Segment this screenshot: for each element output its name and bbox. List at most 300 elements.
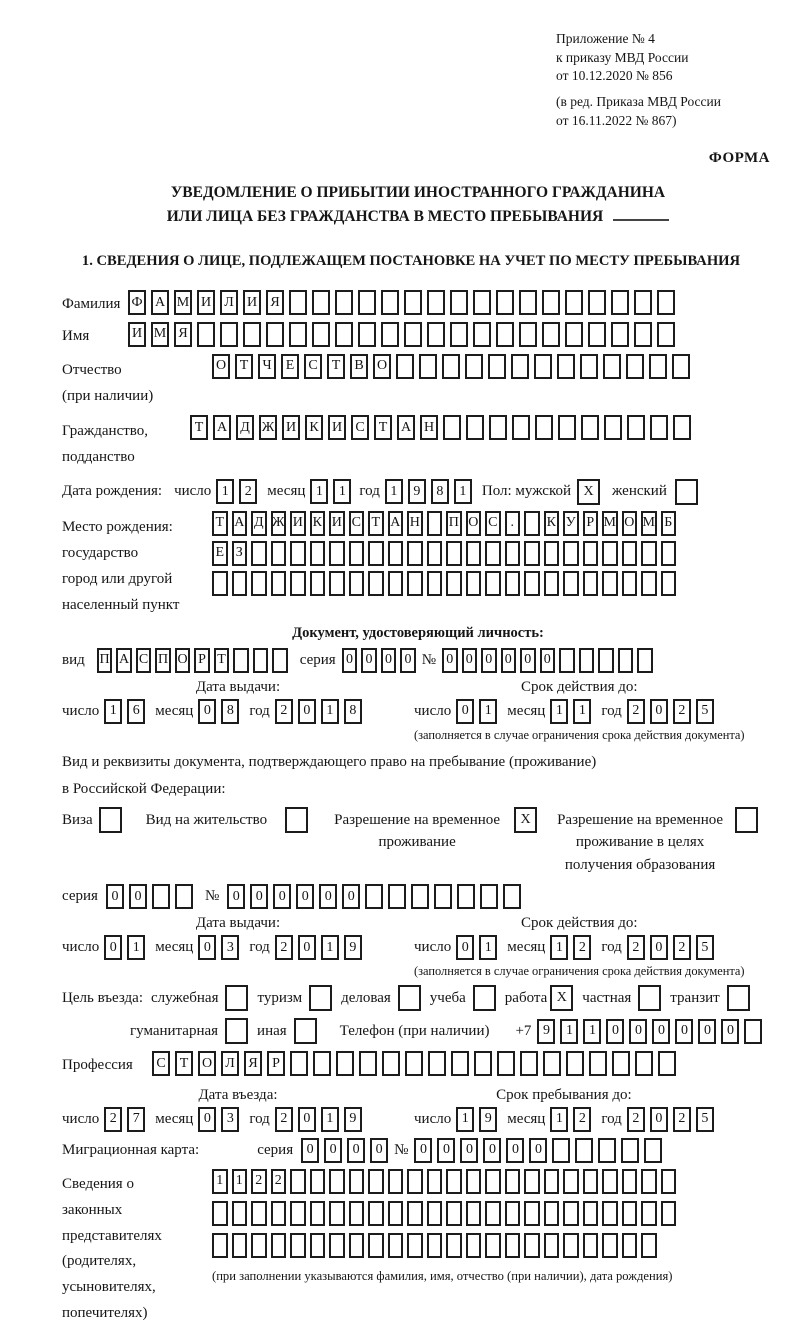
char-cell[interactable]	[650, 415, 668, 440]
char-cell[interactable]: Р	[194, 648, 210, 673]
char-cell[interactable]	[558, 415, 576, 440]
char-cell[interactable]: 1	[216, 479, 234, 504]
char-cell[interactable]: 2	[251, 1169, 267, 1194]
char-cell[interactable]: Т	[175, 1051, 193, 1076]
char-cell[interactable]: П	[446, 511, 462, 536]
char-cell[interactable]	[405, 1051, 423, 1076]
char-cell[interactable]: Я	[244, 1051, 262, 1076]
char-cell[interactable]: Т	[327, 354, 345, 379]
char-cell[interactable]	[349, 1169, 365, 1194]
char-cell[interactable]	[520, 1051, 538, 1076]
char-cell[interactable]	[442, 354, 460, 379]
char-cell[interactable]	[657, 322, 675, 347]
char-cell[interactable]: С	[349, 511, 365, 536]
char-cell[interactable]	[349, 1201, 365, 1226]
char-cell[interactable]	[368, 1201, 384, 1226]
char-cell[interactable]: 9	[344, 935, 362, 960]
char-cell[interactable]	[489, 415, 507, 440]
char-cell[interactable]	[457, 884, 475, 909]
char-cell[interactable]	[407, 1169, 423, 1194]
char-cell[interactable]	[673, 415, 691, 440]
char-cell[interactable]	[488, 354, 506, 379]
char-cell[interactable]: 2	[573, 1107, 591, 1132]
char-cell[interactable]	[542, 322, 560, 347]
char-cell[interactable]	[598, 1138, 616, 1163]
char-cell[interactable]: 0	[342, 648, 358, 673]
char-cell[interactable]: Б	[661, 511, 677, 536]
sex-female-checkbox[interactable]	[675, 479, 698, 505]
char-cell[interactable]	[329, 571, 345, 596]
char-cell[interactable]	[232, 1201, 248, 1226]
char-cell[interactable]: 0	[540, 648, 556, 673]
char-cell[interactable]	[579, 648, 595, 673]
char-cell[interactable]	[641, 1169, 657, 1194]
char-cell[interactable]	[563, 541, 579, 566]
char-cell[interactable]	[310, 1169, 326, 1194]
char-cell[interactable]: 0	[652, 1019, 670, 1044]
char-cell[interactable]	[473, 322, 491, 347]
char-cell[interactable]	[271, 1233, 287, 1258]
char-cell[interactable]	[465, 354, 483, 379]
char-cell[interactable]: 1	[583, 1019, 601, 1044]
char-cell[interactable]: 1	[385, 479, 403, 504]
char-cell[interactable]	[602, 541, 618, 566]
char-cell[interactable]	[368, 571, 384, 596]
char-cell[interactable]: 0	[198, 935, 216, 960]
char-cell[interactable]: 0	[462, 648, 478, 673]
char-cell[interactable]	[505, 1169, 521, 1194]
char-cell[interactable]: Е	[212, 541, 228, 566]
char-cell[interactable]: 0	[198, 1107, 216, 1132]
char-cell[interactable]	[251, 541, 267, 566]
char-cell[interactable]	[563, 571, 579, 596]
char-cell[interactable]: Л	[221, 1051, 239, 1076]
char-cell[interactable]: А	[116, 648, 132, 673]
char-cell[interactable]	[243, 322, 261, 347]
char-cell[interactable]	[212, 571, 228, 596]
char-cell[interactable]	[271, 571, 287, 596]
char-cell[interactable]	[544, 1169, 560, 1194]
char-cell[interactable]: 1	[550, 935, 568, 960]
char-cell[interactable]: 9	[537, 1019, 555, 1044]
char-cell[interactable]	[388, 884, 406, 909]
char-cell[interactable]: 0	[298, 935, 316, 960]
char-cell[interactable]	[485, 541, 501, 566]
char-cell[interactable]	[534, 354, 552, 379]
char-cell[interactable]: 0	[437, 1138, 455, 1163]
char-cell[interactable]	[635, 1051, 653, 1076]
char-cell[interactable]: 1	[479, 699, 497, 724]
char-cell[interactable]	[544, 541, 560, 566]
char-cell[interactable]	[349, 541, 365, 566]
char-cell[interactable]	[358, 290, 376, 315]
purpose-other-checkbox[interactable]	[294, 1018, 317, 1044]
char-cell[interactable]	[519, 290, 537, 315]
char-cell[interactable]	[434, 884, 452, 909]
sex-male-checkbox[interactable]: X	[577, 479, 600, 505]
char-cell[interactable]	[544, 1233, 560, 1258]
char-cell[interactable]: А	[151, 290, 169, 315]
char-cell[interactable]: 2	[627, 699, 645, 724]
char-cell[interactable]	[485, 1169, 501, 1194]
char-cell[interactable]: 2	[573, 935, 591, 960]
char-cell[interactable]	[622, 1201, 638, 1226]
char-cell[interactable]	[466, 541, 482, 566]
char-cell[interactable]	[428, 1051, 446, 1076]
purpose-commercial-checkbox[interactable]	[398, 985, 421, 1011]
char-cell[interactable]	[611, 322, 629, 347]
char-cell[interactable]: 0	[650, 1107, 668, 1132]
char-cell[interactable]	[446, 1201, 462, 1226]
char-cell[interactable]: 0	[698, 1019, 716, 1044]
char-cell[interactable]	[381, 322, 399, 347]
char-cell[interactable]: М	[151, 322, 169, 347]
char-cell[interactable]: И	[243, 290, 261, 315]
char-cell[interactable]: С	[136, 648, 152, 673]
char-cell[interactable]: 1	[550, 699, 568, 724]
char-cell[interactable]: И	[328, 415, 346, 440]
char-cell[interactable]: 5	[696, 1107, 714, 1132]
char-cell[interactable]	[175, 884, 193, 909]
char-cell[interactable]	[466, 1169, 482, 1194]
char-cell[interactable]: 2	[239, 479, 257, 504]
char-cell[interactable]: 5	[696, 935, 714, 960]
char-cell[interactable]: 2	[627, 1107, 645, 1132]
char-cell[interactable]	[563, 1233, 579, 1258]
char-cell[interactable]	[251, 1201, 267, 1226]
char-cell[interactable]	[644, 1138, 662, 1163]
char-cell[interactable]	[349, 571, 365, 596]
char-cell[interactable]	[289, 322, 307, 347]
char-cell[interactable]: 0	[650, 935, 668, 960]
char-cell[interactable]: И	[282, 415, 300, 440]
char-cell[interactable]	[197, 322, 215, 347]
char-cell[interactable]	[232, 571, 248, 596]
char-cell[interactable]: 0	[227, 884, 245, 909]
char-cell[interactable]: 1	[321, 699, 339, 724]
char-cell[interactable]: К	[305, 415, 323, 440]
char-cell[interactable]	[535, 415, 553, 440]
char-cell[interactable]: 0	[675, 1019, 693, 1044]
char-cell[interactable]	[427, 1201, 443, 1226]
char-cell[interactable]	[583, 541, 599, 566]
char-cell[interactable]	[381, 290, 399, 315]
char-cell[interactable]: С	[152, 1051, 170, 1076]
char-cell[interactable]	[446, 1233, 462, 1258]
char-cell[interactable]: 2	[275, 1107, 293, 1132]
char-cell[interactable]	[404, 290, 422, 315]
char-cell[interactable]: 9	[344, 1107, 362, 1132]
char-cell[interactable]: .	[505, 511, 521, 536]
char-cell[interactable]: И	[128, 322, 146, 347]
char-cell[interactable]	[427, 511, 443, 536]
temp-permit-checkbox[interactable]: X	[514, 807, 537, 833]
char-cell[interactable]: 1	[333, 479, 351, 504]
char-cell[interactable]	[336, 1051, 354, 1076]
char-cell[interactable]	[634, 290, 652, 315]
char-cell[interactable]	[335, 322, 353, 347]
char-cell[interactable]: 8	[344, 699, 362, 724]
char-cell[interactable]	[329, 1201, 345, 1226]
char-cell[interactable]	[524, 1233, 540, 1258]
char-cell[interactable]: 0	[273, 884, 291, 909]
char-cell[interactable]	[602, 1169, 618, 1194]
edu-permit-checkbox[interactable]	[735, 807, 758, 833]
char-cell[interactable]: С	[485, 511, 501, 536]
char-cell[interactable]	[419, 354, 437, 379]
char-cell[interactable]: 8	[431, 479, 449, 504]
char-cell[interactable]: 1	[573, 699, 591, 724]
char-cell[interactable]	[368, 1233, 384, 1258]
char-cell[interactable]	[622, 1233, 638, 1258]
char-cell[interactable]: 0	[629, 1019, 647, 1044]
char-cell[interactable]: 5	[696, 699, 714, 724]
char-cell[interactable]	[446, 1169, 462, 1194]
char-cell[interactable]: 0	[106, 884, 124, 909]
char-cell[interactable]	[657, 290, 675, 315]
char-cell[interactable]	[310, 1201, 326, 1226]
char-cell[interactable]	[388, 571, 404, 596]
char-cell[interactable]	[446, 571, 462, 596]
char-cell[interactable]	[290, 541, 306, 566]
char-cell[interactable]: Т	[214, 648, 230, 673]
char-cell[interactable]	[466, 1201, 482, 1226]
char-cell[interactable]: Ж	[271, 511, 287, 536]
char-cell[interactable]: Ф	[128, 290, 146, 315]
char-cell[interactable]	[512, 415, 530, 440]
char-cell[interactable]: 0	[481, 648, 497, 673]
char-cell[interactable]	[272, 648, 288, 673]
char-cell[interactable]: Д	[251, 511, 267, 536]
char-cell[interactable]: З	[232, 541, 248, 566]
char-cell[interactable]: 2	[673, 699, 691, 724]
char-cell[interactable]	[480, 884, 498, 909]
char-cell[interactable]	[519, 322, 537, 347]
char-cell[interactable]: 0	[721, 1019, 739, 1044]
char-cell[interactable]: И	[197, 290, 215, 315]
char-cell[interactable]	[443, 415, 461, 440]
char-cell[interactable]	[266, 322, 284, 347]
char-cell[interactable]	[466, 1233, 482, 1258]
char-cell[interactable]	[485, 1233, 501, 1258]
char-cell[interactable]: 2	[271, 1169, 287, 1194]
char-cell[interactable]	[637, 648, 653, 673]
char-cell[interactable]	[335, 290, 353, 315]
char-cell[interactable]	[565, 322, 583, 347]
char-cell[interactable]	[450, 322, 468, 347]
char-cell[interactable]	[388, 1201, 404, 1226]
char-cell[interactable]	[542, 290, 560, 315]
char-cell[interactable]: 0	[442, 648, 458, 673]
char-cell[interactable]	[641, 1201, 657, 1226]
char-cell[interactable]: В	[350, 354, 368, 379]
char-cell[interactable]: 0	[298, 699, 316, 724]
char-cell[interactable]	[427, 1169, 443, 1194]
char-cell[interactable]	[388, 541, 404, 566]
char-cell[interactable]: Т	[212, 511, 228, 536]
char-cell[interactable]: 0	[501, 648, 517, 673]
char-cell[interactable]: 6	[127, 699, 145, 724]
char-cell[interactable]	[450, 290, 468, 315]
char-cell[interactable]	[505, 541, 521, 566]
char-cell[interactable]	[152, 884, 170, 909]
char-cell[interactable]: А	[232, 511, 248, 536]
char-cell[interactable]	[627, 415, 645, 440]
char-cell[interactable]	[524, 1169, 540, 1194]
char-cell[interactable]	[589, 1051, 607, 1076]
char-cell[interactable]	[404, 322, 422, 347]
char-cell[interactable]	[622, 541, 638, 566]
char-cell[interactable]	[382, 1051, 400, 1076]
purpose-tourism-checkbox[interactable]	[309, 985, 332, 1011]
char-cell[interactable]	[349, 1233, 365, 1258]
char-cell[interactable]	[290, 571, 306, 596]
char-cell[interactable]: 0	[381, 648, 397, 673]
char-cell[interactable]: 1	[321, 1107, 339, 1132]
char-cell[interactable]: 1	[550, 1107, 568, 1132]
char-cell[interactable]: 0	[296, 884, 314, 909]
char-cell[interactable]: Ж	[259, 415, 277, 440]
char-cell[interactable]: А	[213, 415, 231, 440]
visa-checkbox[interactable]	[99, 807, 122, 833]
char-cell[interactable]	[622, 571, 638, 596]
char-cell[interactable]: Я	[174, 322, 192, 347]
char-cell[interactable]	[575, 1138, 593, 1163]
char-cell[interactable]	[251, 571, 267, 596]
char-cell[interactable]: И	[290, 511, 306, 536]
char-cell[interactable]	[580, 354, 598, 379]
char-cell[interactable]	[641, 1233, 657, 1258]
char-cell[interactable]: О	[198, 1051, 216, 1076]
char-cell[interactable]: 0	[129, 884, 147, 909]
char-cell[interactable]	[411, 884, 429, 909]
char-cell[interactable]	[588, 290, 606, 315]
char-cell[interactable]	[497, 1051, 515, 1076]
char-cell[interactable]	[427, 290, 445, 315]
char-cell[interactable]	[524, 511, 540, 536]
char-cell[interactable]: 0	[370, 1138, 388, 1163]
char-cell[interactable]	[603, 354, 621, 379]
char-cell[interactable]: 0	[456, 935, 474, 960]
char-cell[interactable]	[611, 290, 629, 315]
char-cell[interactable]: 0	[414, 1138, 432, 1163]
char-cell[interactable]	[329, 1233, 345, 1258]
char-cell[interactable]	[511, 354, 529, 379]
char-cell[interactable]	[474, 1051, 492, 1076]
char-cell[interactable]	[232, 1233, 248, 1258]
char-cell[interactable]	[290, 1233, 306, 1258]
char-cell[interactable]	[566, 1051, 584, 1076]
char-cell[interactable]: С	[304, 354, 322, 379]
char-cell[interactable]	[446, 541, 462, 566]
char-cell[interactable]: 0	[529, 1138, 547, 1163]
char-cell[interactable]: Т	[368, 511, 384, 536]
char-cell[interactable]: 9	[408, 479, 426, 504]
char-cell[interactable]	[621, 1138, 639, 1163]
char-cell[interactable]	[290, 1051, 308, 1076]
char-cell[interactable]	[583, 1169, 599, 1194]
char-cell[interactable]	[602, 1233, 618, 1258]
char-cell[interactable]	[427, 541, 443, 566]
char-cell[interactable]	[583, 571, 599, 596]
char-cell[interactable]	[583, 1233, 599, 1258]
char-cell[interactable]: 0	[347, 1138, 365, 1163]
char-cell[interactable]: 0	[298, 1107, 316, 1132]
char-cell[interactable]: Я	[266, 290, 284, 315]
char-cell[interactable]: 0	[606, 1019, 624, 1044]
char-cell[interactable]	[485, 571, 501, 596]
char-cell[interactable]: 3	[221, 935, 239, 960]
purpose-business-checkbox[interactable]	[225, 985, 248, 1011]
char-cell[interactable]	[253, 648, 269, 673]
purpose-private-checkbox[interactable]	[638, 985, 661, 1011]
char-cell[interactable]: 9	[479, 1107, 497, 1132]
char-cell[interactable]: 1	[310, 479, 328, 504]
char-cell[interactable]: Н	[420, 415, 438, 440]
char-cell[interactable]: Е	[281, 354, 299, 379]
char-cell[interactable]	[672, 354, 690, 379]
char-cell[interactable]: Н	[407, 511, 423, 536]
char-cell[interactable]: 1	[560, 1019, 578, 1044]
char-cell[interactable]	[661, 1169, 677, 1194]
char-cell[interactable]	[612, 1051, 630, 1076]
char-cell[interactable]: О	[622, 511, 638, 536]
char-cell[interactable]	[565, 290, 583, 315]
char-cell[interactable]: 0	[460, 1138, 478, 1163]
char-cell[interactable]: 1	[456, 1107, 474, 1132]
char-cell[interactable]: 0	[361, 648, 377, 673]
residence-checkbox[interactable]	[285, 807, 308, 833]
char-cell[interactable]: 0	[198, 699, 216, 724]
char-cell[interactable]: 0	[456, 699, 474, 724]
char-cell[interactable]: 2	[627, 935, 645, 960]
char-cell[interactable]	[290, 1201, 306, 1226]
char-cell[interactable]	[310, 1233, 326, 1258]
char-cell[interactable]	[407, 1233, 423, 1258]
char-cell[interactable]	[313, 1051, 331, 1076]
char-cell[interactable]: Т	[374, 415, 392, 440]
char-cell[interactable]: К	[544, 511, 560, 536]
char-cell[interactable]	[473, 290, 491, 315]
char-cell[interactable]	[427, 1233, 443, 1258]
char-cell[interactable]: 0	[342, 884, 360, 909]
char-cell[interactable]: Р	[267, 1051, 285, 1076]
char-cell[interactable]	[744, 1019, 762, 1044]
char-cell[interactable]: Л	[220, 290, 238, 315]
char-cell[interactable]: К	[310, 511, 326, 536]
char-cell[interactable]: С	[351, 415, 369, 440]
char-cell[interactable]	[289, 290, 307, 315]
char-cell[interactable]: Т	[235, 354, 253, 379]
char-cell[interactable]: У	[563, 511, 579, 536]
char-cell[interactable]	[310, 541, 326, 566]
char-cell[interactable]: Д	[236, 415, 254, 440]
char-cell[interactable]	[505, 1233, 521, 1258]
char-cell[interactable]	[559, 648, 575, 673]
char-cell[interactable]	[310, 571, 326, 596]
char-cell[interactable]	[583, 1201, 599, 1226]
char-cell[interactable]: 1	[127, 935, 145, 960]
char-cell[interactable]	[212, 1201, 228, 1226]
char-cell[interactable]	[641, 541, 657, 566]
char-cell[interactable]	[407, 571, 423, 596]
char-cell[interactable]: П	[97, 648, 113, 673]
char-cell[interactable]	[312, 322, 330, 347]
char-cell[interactable]	[622, 1169, 638, 1194]
char-cell[interactable]	[407, 1201, 423, 1226]
char-cell[interactable]: 8	[221, 699, 239, 724]
char-cell[interactable]	[427, 571, 443, 596]
